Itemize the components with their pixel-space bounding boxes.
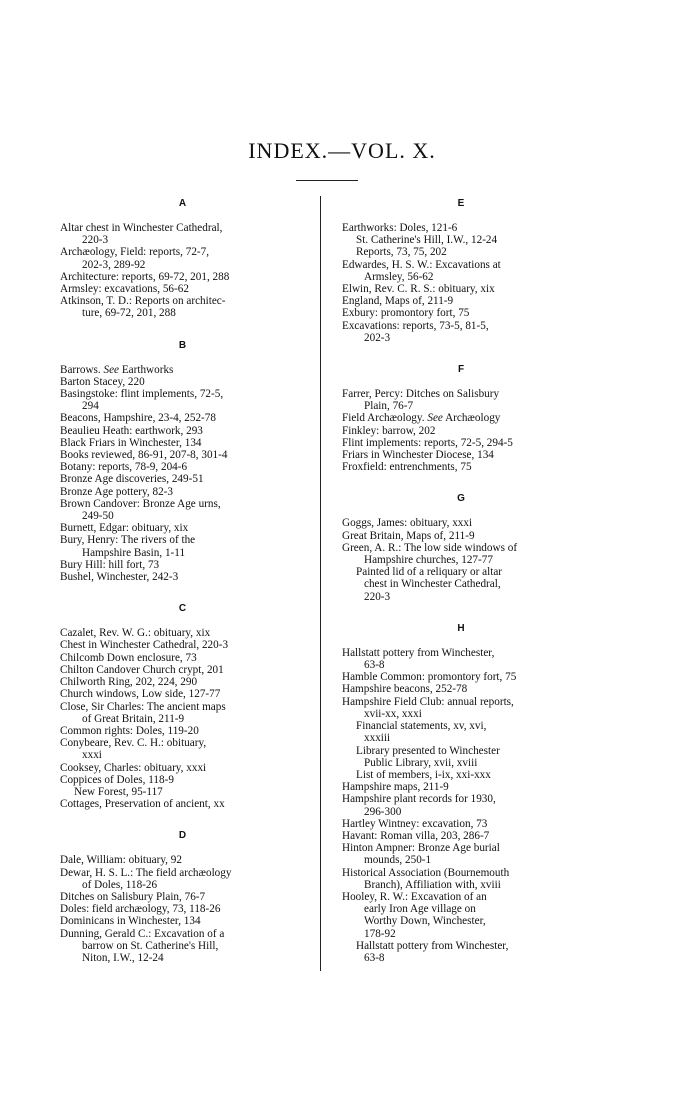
entry-continuation: Worthy Down, Winchester,	[364, 915, 486, 928]
index-entry	[60, 388, 305, 412]
index-entry	[60, 798, 305, 810]
index-entry	[342, 461, 580, 473]
entry-text: Edwardes, H. S. W.: Excavations at	[342, 258, 501, 271]
index-entry	[342, 307, 580, 319]
index-entry	[342, 320, 580, 344]
entry-continuation: chest in Winchester Cathedral,	[364, 578, 501, 591]
entry-text: Ditches on Salisbury Plain, 76-7	[60, 890, 206, 903]
index-entry	[342, 842, 580, 866]
index-entry	[60, 437, 305, 449]
entry-continuation: 249-50	[82, 510, 114, 523]
entry-continuation: xvii-xx, xxxi	[364, 707, 422, 720]
index-entry	[342, 915, 580, 927]
entry-continuation: Public Library, xvii, xviii	[364, 756, 478, 769]
entry-text: Bronze Age pottery, 82-3	[60, 485, 173, 498]
entry-text: Basingstoke: flint implements, 72-5,	[60, 388, 224, 401]
entry-text: Church windows, Low side, 127-77	[60, 688, 221, 701]
entry-continuation: 63-8	[364, 659, 385, 672]
index-entry	[342, 542, 580, 566]
index-entry	[60, 774, 305, 786]
entry-continuation: 220-3	[82, 234, 109, 247]
index-entry	[60, 891, 305, 903]
index-entry	[342, 530, 580, 542]
index-entry	[60, 498, 305, 522]
index-entry	[60, 461, 305, 473]
index-entry	[60, 928, 305, 952]
section-letter: B	[178, 339, 187, 351]
entry-text: Green, A. R.: The low side windows of	[342, 541, 518, 554]
index-entry	[60, 664, 305, 676]
entry-continuation: barrow on St. Catherine's Hill,	[82, 939, 219, 952]
index-entry	[342, 412, 580, 424]
entry-text: Armsley: excavations, 56-62	[60, 283, 189, 296]
entry-text: Cazalet, Rev. W. G.: obituary, xix	[60, 627, 211, 640]
index-entry	[60, 639, 305, 651]
entry-text: Beacons, Hampshire, 23-4, 252-78	[60, 412, 216, 425]
entry-text: Painted lid of a reliquary or altar	[356, 566, 503, 579]
index-entry	[342, 867, 580, 891]
index-section-e	[342, 198, 580, 344]
section-letter: F	[457, 364, 465, 376]
index-entry	[342, 647, 580, 671]
entry-text: Farrer, Percy: Ditches on Salisbury	[342, 388, 500, 401]
index-entry	[342, 940, 580, 952]
index-section-g	[342, 493, 580, 602]
entry-text: Close, Sir Charles: The ancient maps	[60, 700, 226, 713]
entry-text: Chilton Candover Church crypt, 201	[60, 663, 224, 676]
entry-continuation: Hampshire Basin, 1-11	[82, 546, 186, 559]
entry-continuation: 202-3, 289-92	[82, 258, 146, 271]
entry-continuation: early Iron Age village on	[364, 903, 476, 916]
page-title: INDEX.—VOL. X.	[248, 138, 436, 163]
index-entry	[342, 745, 580, 757]
entry-text: Library presented to Winchester	[356, 744, 500, 757]
entry-text: Dominicans in Winchester, 134	[60, 915, 201, 928]
entry-text: Hallstatt pottery from Winchester,	[342, 646, 495, 659]
entry-text: England, Maps of, 211-9	[342, 295, 454, 308]
title-rule	[296, 180, 358, 181]
entry-text: Barton Stacey, 220	[60, 375, 145, 388]
entry-text: Cottages, Preservation of ancient, xx	[60, 798, 225, 811]
entry-text: Coppices of Doles, 118-9	[60, 773, 174, 786]
left-column	[60, 198, 305, 964]
entry-text: Earthworks: Doles, 121-6	[342, 222, 458, 234]
entry-text: Flint implements: reports, 72-5, 294-5	[342, 436, 513, 449]
entry-text: Bushel, Winchester, 242-3	[60, 571, 179, 584]
entry-text: Brown Candover: Bronze Age urns,	[60, 497, 221, 510]
index-section-d	[60, 830, 305, 964]
index-entry	[342, 283, 580, 295]
index-entry	[342, 449, 580, 461]
index-entry	[342, 234, 580, 246]
section-letter: G	[457, 493, 465, 505]
entry-continuation: xxxiii	[364, 732, 391, 745]
index-entry	[60, 412, 305, 424]
entry-text: Black Friars in Winchester, 134	[60, 436, 202, 449]
entry-continuation: mounds, 250-1	[364, 854, 432, 867]
section-gap	[342, 603, 580, 623]
index-entry	[342, 891, 580, 915]
entry-text: St. Catherine's Hill, I.W., 12-24	[356, 234, 498, 247]
entry-text: Goggs, James: obituary, xxxi	[342, 517, 473, 530]
entry-continuation: Hampshire churches, 127-77	[364, 554, 493, 567]
index-entry	[342, 732, 580, 744]
entry-text: Historical Association (Bournemouth	[342, 866, 510, 879]
entry-text: Barrows. See Earthworks	[60, 363, 174, 376]
index-entry	[60, 222, 305, 246]
index-section-c	[60, 603, 305, 810]
index-entry	[60, 449, 305, 461]
index-entry	[342, 830, 580, 842]
index-section-b	[60, 340, 305, 584]
index-entry	[60, 867, 305, 891]
entry-text: Friars in Winchester Diocese, 134	[342, 449, 494, 462]
entry-continuation: Branch), Affiliation with, xviii	[364, 878, 501, 891]
index-entry	[60, 762, 305, 774]
entry-text: Burnett, Edgar: obituary, xix	[60, 522, 189, 535]
entry-text: Bronze Age discoveries, 249-51	[60, 473, 204, 486]
index-entry	[60, 376, 305, 388]
index-section-a	[60, 198, 305, 320]
entry-continuation: 220-3	[364, 590, 391, 603]
index-entry	[60, 952, 305, 964]
entry-text: Architecture: reports, 69-72, 201, 288	[60, 270, 230, 283]
entry-text: Hampshire maps, 211-9	[342, 781, 449, 794]
entry-text: Hamble Common: promontory fort, 75	[342, 671, 517, 684]
entry-continuation: of Doles, 118-26	[82, 878, 158, 891]
entry-text: Cooksey, Charles: obituary, xxxi	[60, 761, 207, 774]
entry-continuation: 202-3	[364, 331, 391, 344]
entry-text: Hampshire plant records for 1930,	[342, 793, 496, 806]
entry-text: Field Archæology. See Archæology	[342, 412, 501, 425]
index-entry	[60, 534, 305, 558]
entry-text: Beaulieu Heath: earthwork, 293	[60, 424, 203, 437]
entry-text: Archæology, Field: reports, 72-7,	[60, 246, 210, 259]
entry-text: Bury, Henry: The rivers of the	[60, 534, 196, 547]
entry-continuation: Niton, I.W., 12-24	[82, 951, 164, 964]
entry-continuation: ture, 69-72, 201, 288	[82, 307, 176, 320]
index-entry	[342, 425, 580, 437]
index-entry	[342, 696, 580, 720]
entry-continuation: 294	[82, 400, 99, 413]
right-column	[342, 198, 580, 964]
entry-text: Hartley Wintney: excavation, 73	[342, 817, 488, 830]
entry-text: Chilworth Ring, 202, 224, 290	[60, 676, 198, 689]
index-entry	[342, 720, 580, 732]
index-entry	[342, 952, 580, 964]
entry-text: Froxfield: entrenchments, 75	[342, 461, 472, 474]
index-entry	[60, 627, 305, 639]
index-entry	[60, 559, 305, 571]
entry-continuation: xxxi	[82, 749, 102, 762]
entry-text: Botany: reports, 78-9, 204-6	[60, 461, 188, 474]
index-entry	[60, 688, 305, 700]
section-letter: C	[178, 603, 187, 615]
index-entry	[342, 793, 580, 817]
entry-continuation: Plain, 76-7	[364, 400, 414, 413]
index-entry	[342, 517, 580, 529]
section-letter: H	[457, 622, 465, 634]
index-entry	[342, 259, 580, 283]
entry-continuation: of Great Britain, 211-9	[82, 712, 185, 725]
index-entry	[60, 271, 305, 283]
entry-text: Hampshire Field Club: annual reports,	[342, 695, 514, 708]
section-gap	[342, 473, 580, 493]
section-letter: A	[178, 198, 187, 209]
index-entry	[60, 676, 305, 688]
index-entry	[342, 671, 580, 683]
index-entry	[342, 928, 580, 940]
index-entry	[342, 437, 580, 449]
entry-continuation: 63-8	[364, 951, 385, 964]
entry-text: Excavations: reports, 73-5, 81-5,	[342, 319, 489, 332]
index-entry	[60, 364, 305, 376]
entry-continuation: 296-300	[364, 805, 402, 818]
index-entry	[342, 222, 580, 234]
index-entry	[342, 591, 580, 603]
entry-text: Dunning, Gerald C.: Excavation of a	[60, 927, 225, 940]
index-entry	[60, 425, 305, 437]
index-entry	[342, 683, 580, 695]
entry-text: Great Britain, Maps of, 211-9	[342, 529, 475, 542]
index-entry	[342, 757, 580, 769]
index-entry	[342, 388, 580, 412]
index-entry	[60, 652, 305, 664]
index-entry	[60, 915, 305, 927]
entry-text: Doles: field archæology, 73, 118-26	[60, 903, 221, 916]
index-entry	[60, 903, 305, 915]
index-entry	[342, 578, 580, 590]
column-divider	[320, 196, 321, 971]
index-entry	[60, 486, 305, 498]
entry-text: List of members, i-ix, xxi-xxx	[356, 768, 491, 781]
index-entry	[60, 473, 305, 485]
index-entry	[60, 737, 305, 761]
index-entry	[342, 246, 580, 258]
entry-text: Financial statements, xv, xvi,	[356, 720, 487, 733]
entry-text: Exbury: promontory fort, 75	[342, 307, 470, 320]
entry-text: Hampshire beacons, 252-78	[342, 683, 468, 696]
index-entry	[60, 725, 305, 737]
index-entry	[60, 246, 305, 270]
entry-text: Conybeare, Rev. C. H.: obituary,	[60, 737, 207, 750]
section-gap	[60, 583, 305, 603]
index-entry	[342, 566, 580, 578]
entry-text: Dewar, H. S. L.: The field archæology	[60, 866, 232, 879]
index-entry	[342, 818, 580, 830]
entry-text: Books reviewed, 86-91, 207-8, 301-4	[60, 449, 228, 462]
entry-text: Elwin, Rev. C. R. S.: obituary, xix	[342, 283, 495, 296]
index-entry	[60, 701, 305, 725]
index-entry	[60, 522, 305, 534]
entry-text: Havant: Roman villa, 203, 286-7	[342, 829, 490, 842]
section-gap	[60, 810, 305, 830]
index-entry	[342, 295, 580, 307]
entry-continuation: Armsley, 56-62	[364, 270, 434, 283]
index-entry	[60, 283, 305, 295]
index-section-f	[342, 364, 580, 473]
index-entry	[60, 571, 305, 583]
entry-text: Finkley: barrow, 202	[342, 424, 436, 437]
entry-text: Altar chest in Winchester Cathedral,	[60, 222, 223, 234]
section-letter: D	[178, 830, 187, 842]
section-gap	[60, 320, 305, 340]
entry-text: New Forest, 95-117	[74, 785, 163, 798]
index-entry	[342, 769, 580, 781]
index-entry	[60, 295, 305, 319]
section-letter: E	[457, 198, 465, 209]
entry-text: Hinton Ampner: Bronze Age burial	[342, 842, 500, 855]
index-entry	[60, 786, 305, 798]
index-section-h	[342, 623, 580, 964]
entry-text: Hallstatt pottery from Winchester,	[356, 939, 509, 952]
index-entry	[60, 854, 305, 866]
entry-text: Reports, 73, 75, 202	[356, 246, 447, 259]
index-entry	[342, 781, 580, 793]
entry-text: Bury Hill: hill fort, 73	[60, 558, 160, 571]
entry-text: Dale, William: obituary, 92	[60, 854, 182, 867]
entry-text: Hooley, R. W.: Excavation of an	[342, 890, 487, 903]
entry-text: Common rights: Doles, 119-20	[60, 724, 199, 737]
entry-text: Chest in Winchester Cathedral, 220-3	[60, 639, 229, 652]
entry-text: Chilcomb Down enclosure, 73	[60, 651, 197, 664]
entry-continuation: 178-92	[364, 927, 396, 940]
section-gap	[342, 344, 580, 364]
entry-text: Atkinson, T. D.: Reports on architec-	[60, 295, 226, 308]
